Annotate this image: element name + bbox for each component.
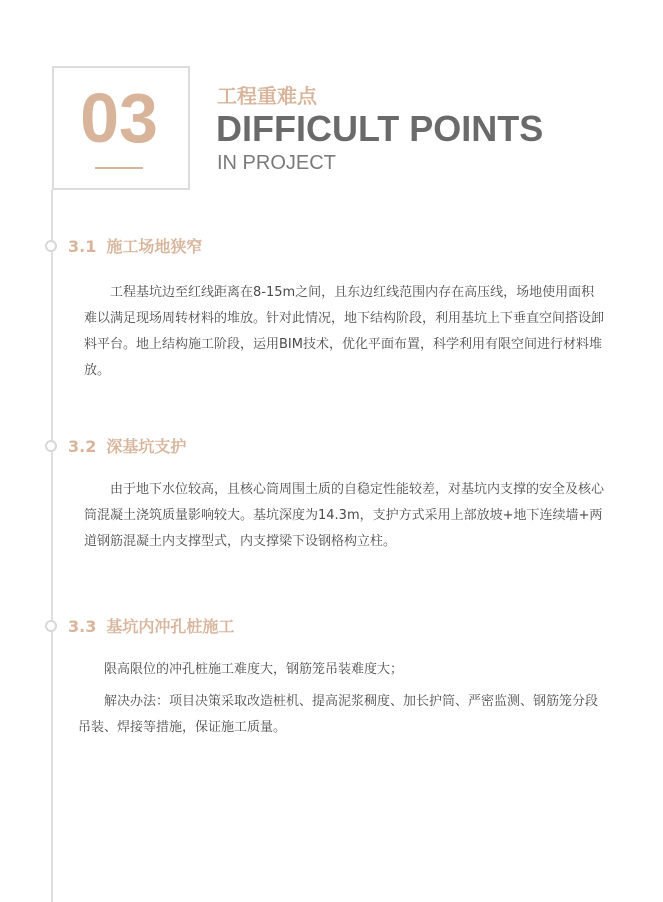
section-paragraph: 解决办法：项目决策采取改造桩机、提高泥浆稠度、加长护筒、严密监测、钢筋笼分段吊装、焊接等措施，保证施工质量。 (78, 694, 599, 735)
section-paragraph: 由于地下水位较高，且核心筒周围土质的自稳定性能较差，对基坑内支撑的安全及核心筒混凝土浇筑质量影响较大。基坑深度为14.3m，支护方式采用上部放坡+地下连续墙+两道钢筋混凝土内支撑型式，内支撑梁下设钢格构立柱。 (84, 482, 605, 549)
chapter-number: 03 (80, 79, 158, 157)
section-paragraph: 工程基坑边至红线距离在8-15m之间，且东边红线范围内存在高压线，场地使用面积难以满足现场周转材料的堆放。针对此情况，地下结构阶段，利用基坑上下垂直空间搭设卸料平台。地上结构施工阶段，运用BIM技术，优化平面布置，科学利用有限空间进行材料堆放。 (84, 285, 605, 378)
section-heading (68, 237, 202, 257)
section-marker-dot (45, 440, 57, 452)
timeline-line (51, 190, 53, 902)
section-title: 深基坑支护 (106, 437, 187, 456)
chapter-subtitle: IN PROJECT (217, 152, 336, 174)
section-marker-dot (45, 620, 57, 632)
chapter-title-en: DIFFICULT POINTS (216, 108, 544, 149)
chapter-number-underline (95, 167, 143, 169)
section-heading (68, 437, 186, 457)
section-title: 基坑内冲孔桩施工 (106, 617, 235, 636)
section-number: 3.2 (68, 437, 97, 456)
section-paragraph: 限高限位的冲孔桩施工难度大，钢筋笼吊装难度大； (104, 662, 404, 677)
section-title: 施工场地狭窄 (106, 237, 203, 256)
frame-bottom-border (54, 188, 188, 190)
chapter-title-cn: 工程重难点 (217, 84, 317, 108)
section-number: 3.1 (68, 237, 97, 256)
section-heading (68, 617, 234, 637)
section-number: 3.3 (68, 617, 97, 636)
section-marker-dot (45, 240, 57, 252)
